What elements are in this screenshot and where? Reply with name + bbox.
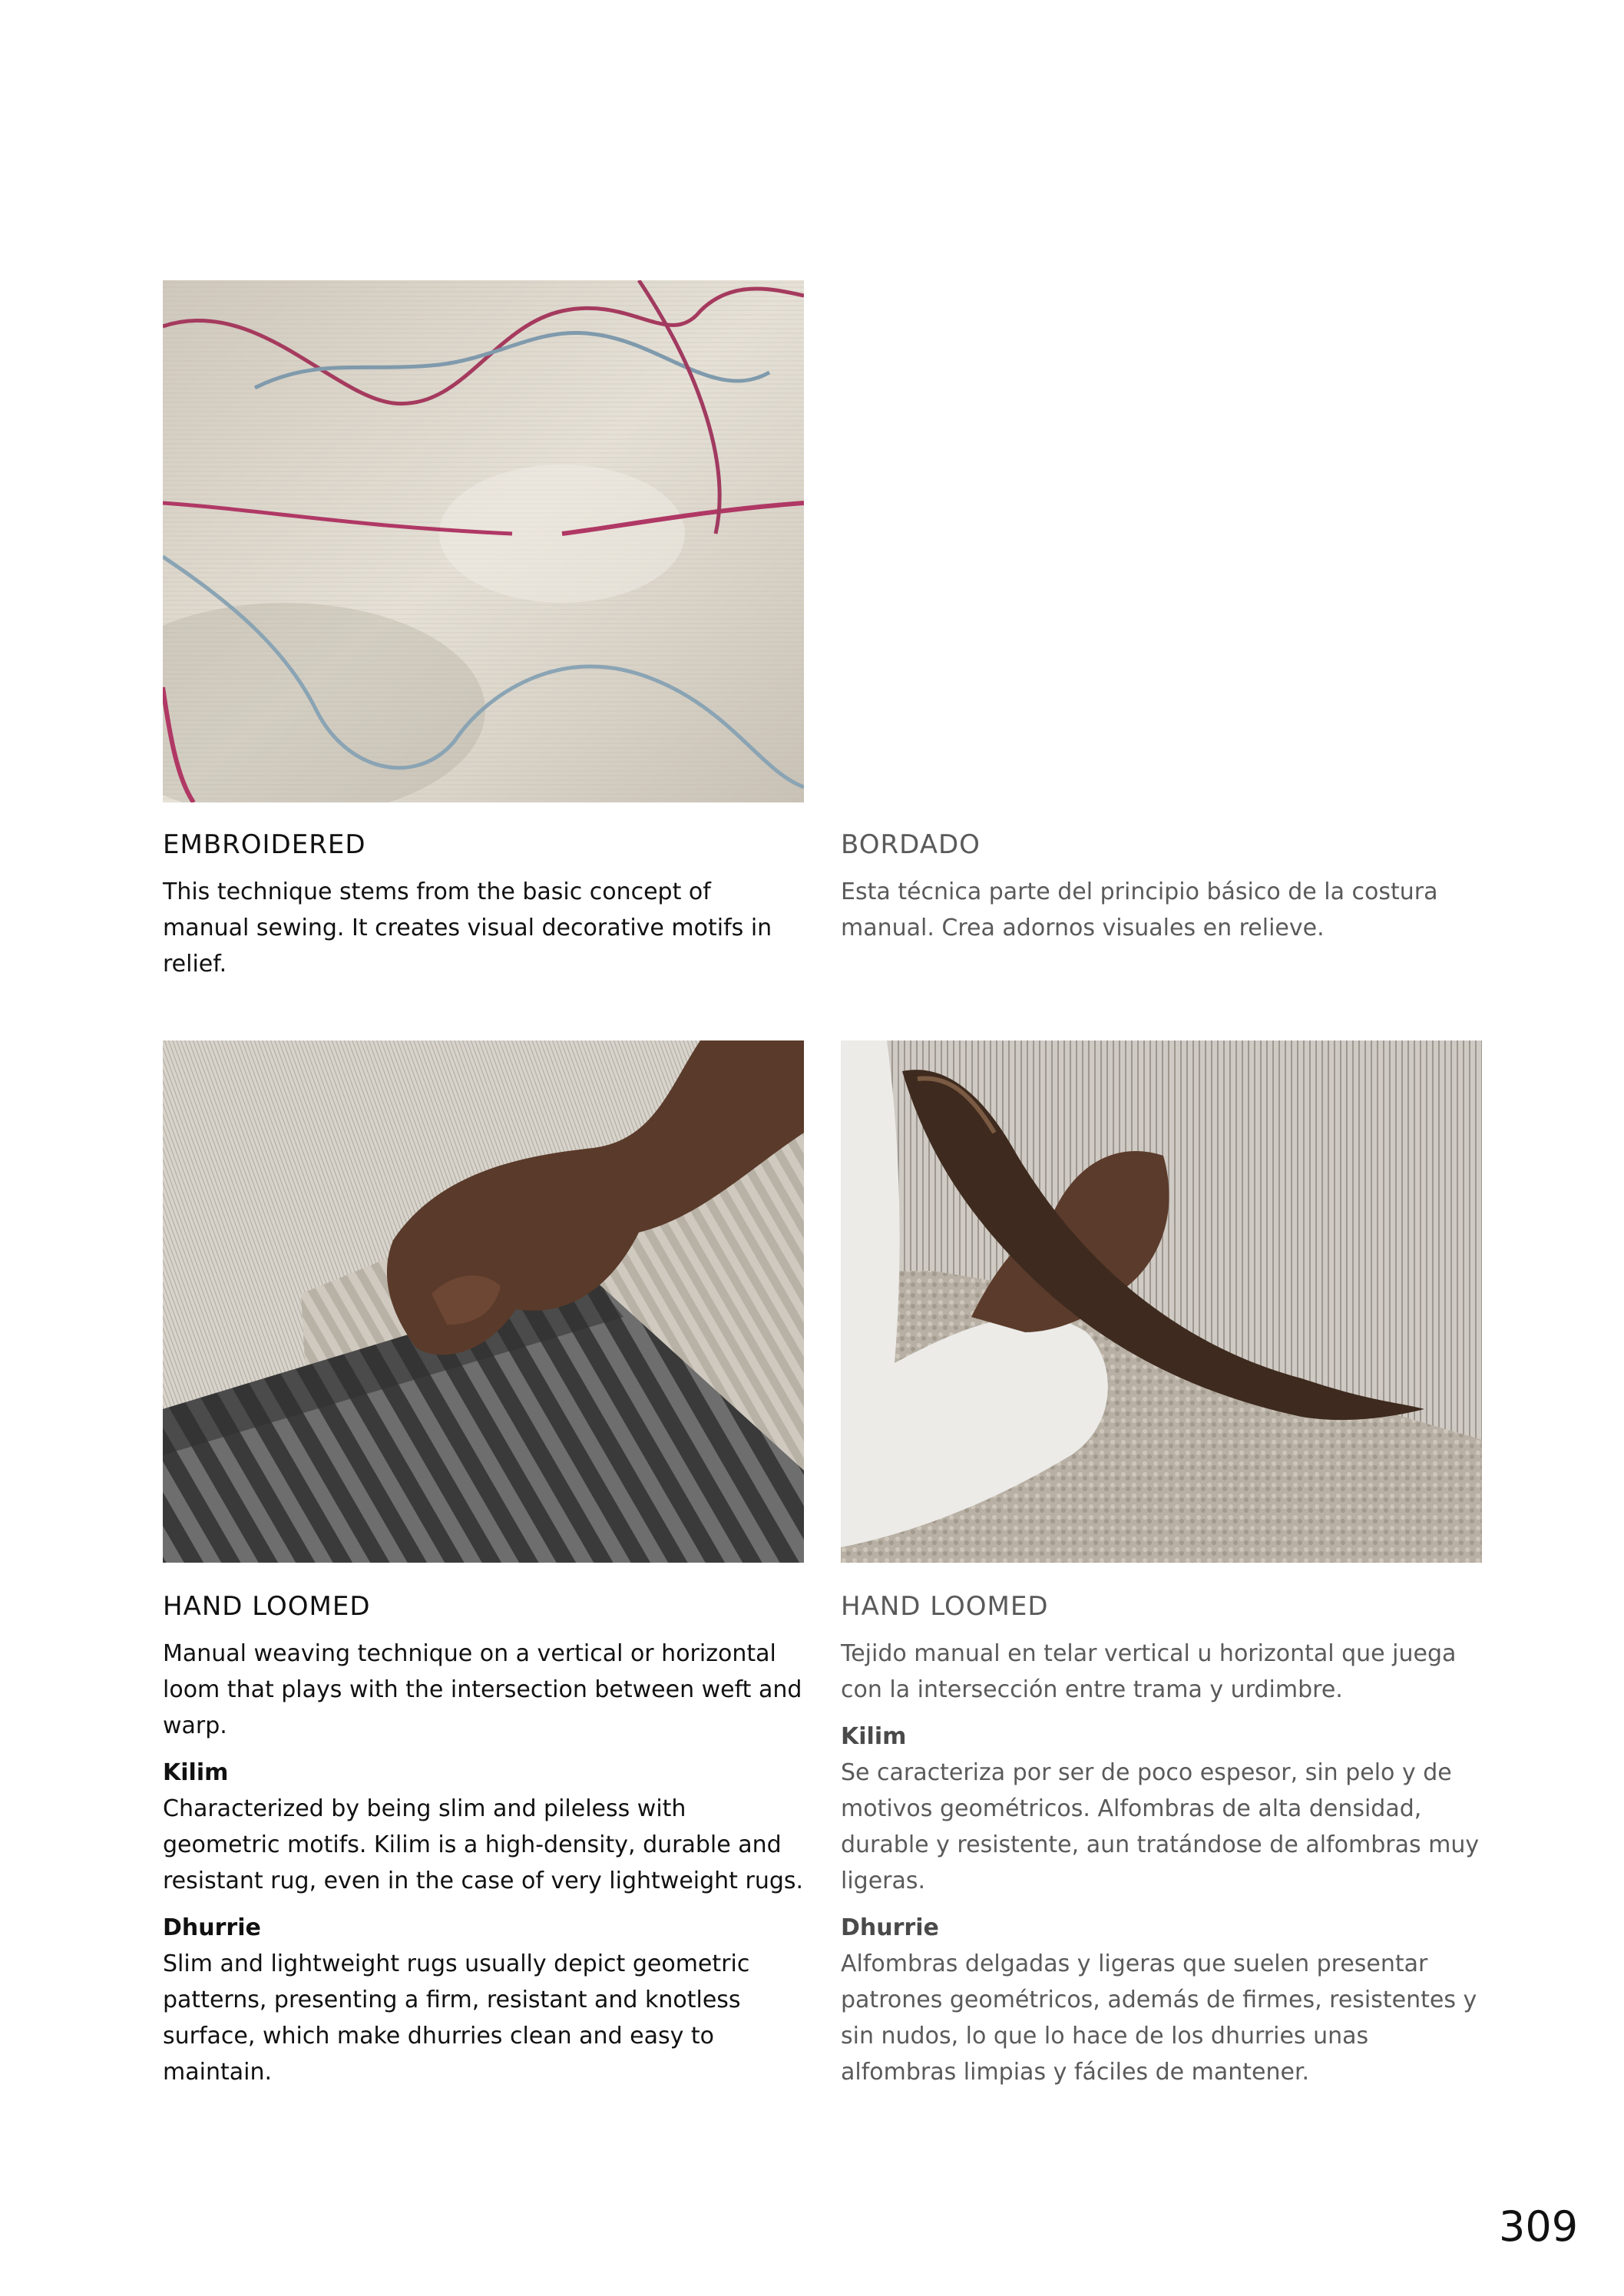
hand-loomed-title-es: HAND LOOMED — [841, 1591, 1049, 1622]
embroidered-title-en: EMBROIDERED — [163, 829, 366, 860]
hand-loom-weaving-photo — [163, 1040, 804, 1563]
page-number: 309 — [1499, 2202, 1579, 2251]
embroidered-title-es: BORDADO — [841, 829, 981, 860]
hand-loomed-title-en: HAND LOOMED — [163, 1591, 371, 1622]
dhurrie-title-es: Dhurrie — [841, 1914, 939, 1941]
kilim-title-es: Kilim — [841, 1723, 907, 1750]
dhurrie-text-en: Slim and lightweight rugs usually depict geometric patterns, presenting a firm, resistant and knotless surface, which make dhurries clean and easy to maintain. — [163, 1950, 750, 2086]
embroidered-text-en: This technique stems from the basic concept of manual sewing. It creates visual decorative motifs in relief. — [163, 878, 772, 978]
embroidered-text-es: Esta técnica parte del principio básico de la costura manual. Crea adornos visuales en relieve. — [841, 878, 1438, 941]
kilim-text-en: Characterized by being slim and pileless with geometric motifs. Kilim is a high-density, durable and resistant rug, even in the case of very lightweight rugs. — [163, 1795, 804, 1894]
hand-loomed-text-es: Tejido manual en telar vertical u horizontal que juega con la intersección entre trama y urdimbre. — [841, 1640, 1457, 1703]
dhurrie-text-es: Alfombras delgadas y ligeras que suelen presentar patrones geométricos, además de firmes, resistentes y sin nudos, lo que lo hace de los dhurries unas alfombras limpias y fáciles de mantener. — [841, 1950, 1477, 2086]
embroidery-photo — [163, 280, 804, 802]
hand-loomed-es — [841, 1591, 1486, 2090]
hand-loomed-en — [163, 1591, 808, 2090]
kilim-text-es: Se caracteriza por ser de poco espesor, sin pelo y de motivos geométricos. Alfombras de alta densidad, durable y resistente, aun tratándose de alfombras muy ligeras. — [841, 1759, 1480, 1894]
hand-loom-carving-photo — [841, 1040, 1482, 1563]
dhurrie-title-en: Dhurrie — [163, 1914, 261, 1941]
hand-loomed-text-en: Manual weaving technique on a vertical or horizontal loom that plays with the intersection between weft and warp. — [163, 1640, 802, 1739]
kilim-title-en: Kilim — [163, 1759, 229, 1786]
embroidered-en — [163, 829, 800, 982]
embroidered-es — [841, 829, 1478, 946]
